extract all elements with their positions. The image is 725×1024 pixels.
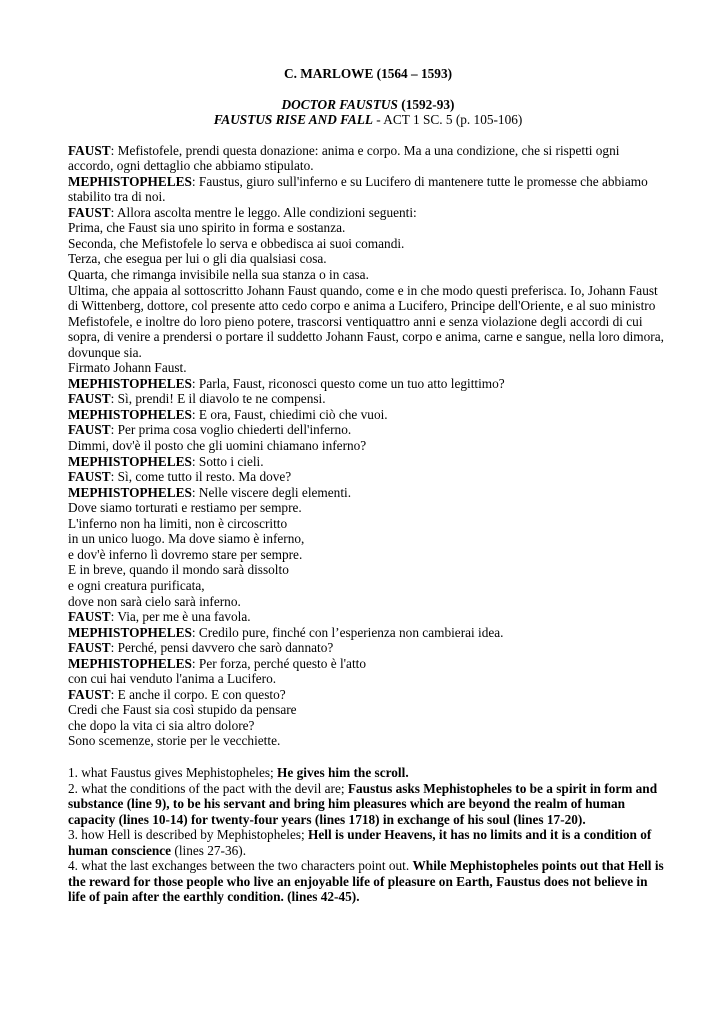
line-text: e dov'è inferno lì dovremo stare per sempre. (68, 546, 303, 562)
speaker: MEPHISTOPHELES (68, 624, 192, 640)
work-title: DOCTOR FAUSTUS (281, 96, 398, 112)
text-line (68, 283, 668, 361)
line-text: : Per forza, perché questo è l'atto (191, 655, 366, 671)
text-line (68, 220, 668, 236)
text-line (68, 485, 668, 501)
question-item (68, 858, 668, 905)
question-item (68, 827, 668, 858)
text-line (68, 516, 668, 532)
line-text: Ultima, che appaia al sottoscritto Johann Faust quando, come e in che modo questi preferisca. Io, Johann Faust di Wittenberg, dottore, col presente atto cedo corpo e anima a Lucifero, Principe dell'Oriente, e al suo ministro Mefistofele, e inoltre do loro pieno potere, trascorsi ventiquattro anni e senza violazione degli accordi di cui sopra, di venire a prendersi o portare il suddetto Johann Faust, corpo e anima, carne e sangue, nella loro dimora, dovunque sia. (68, 282, 664, 360)
text-line (68, 205, 668, 221)
line-text: : Sì, come tutto il resto. Ma dove? (110, 469, 292, 485)
text-line (68, 422, 668, 438)
question-answer: He gives him the scroll. (277, 764, 409, 780)
line-text: Credi che Faust sia così stupido da pensare (68, 702, 297, 718)
question-answer: Hell is under Heavens, it has no limits and it is a condition of human conscience (68, 827, 652, 858)
line-text: : Credilo pure, finché con l’esperienza non cambierai idea. (191, 624, 504, 640)
dialogue-text (68, 143, 668, 749)
line-text: e ogni creatura purificata, (68, 577, 205, 593)
work-years: (1592-93) (401, 96, 455, 112)
question-answer: Faustus asks Mephistopheles to be a spirit in form and substance (line 9), to be his servant and bring him pleasures which are beyond the realm of human capacity (lines 10-14) for twenty-four years (lines 1718) in exchange of his soul (lines 17-20). (68, 780, 658, 827)
section-title: FAUSTUS RISE AND FALL (213, 112, 373, 128)
text-line (68, 671, 668, 687)
text-line (68, 454, 668, 470)
speaker: MEPHISTOPHELES (68, 173, 192, 189)
text-line (68, 360, 668, 376)
line-text: Prima, che Faust sia uno spirito in forma e sostanza. (68, 220, 346, 236)
line-text: : Mefistofele, prendi questa donazione: anima e corpo. Ma a una condizione, che si rispetti ogni accordo, ogni dettaglio che abbiamo stipulato. (68, 142, 620, 174)
speaker: MEPHISTOPHELES (68, 375, 192, 391)
line-text: L'inferno non ha limiti, non è circoscritto (68, 515, 288, 531)
text-line (68, 687, 668, 703)
text-line (68, 656, 668, 672)
line-text: Dimmi, dov'è il posto che gli uomini chiamano inferno? (68, 438, 367, 454)
line-text: Sono scemenze, storie per le vecchiette. (68, 733, 281, 749)
text-line (68, 391, 668, 407)
text-line (68, 640, 668, 656)
speaker: FAUST (68, 640, 111, 656)
text-line (68, 718, 668, 734)
text-line (68, 562, 668, 578)
question-item (68, 781, 668, 828)
text-line (68, 407, 668, 423)
line-text: Firmato Johann Faust. (68, 360, 187, 376)
line-text: Dove siamo torturati e restiamo per sempre. (68, 500, 302, 516)
text-line (68, 594, 668, 610)
line-text: E in breve, quando il mondo sarà dissolto (68, 562, 289, 578)
line-text: : Sì, prendi! E il diavolo te ne compensi. (110, 391, 326, 407)
text-line (68, 625, 668, 641)
speaker: FAUST (68, 686, 111, 702)
speaker: MEPHISTOPHELES (68, 453, 192, 469)
speaker: FAUST (68, 609, 111, 625)
speaker: FAUST (68, 391, 111, 407)
line-text: : Nelle viscere degli elementi. (191, 484, 352, 500)
speaker: FAUST (68, 422, 111, 438)
line-text: : Via, per me è una favola. (110, 609, 251, 625)
text-line (68, 438, 668, 454)
text-line (68, 251, 668, 267)
speaker: MEPHISTOPHELES (68, 655, 192, 671)
line-text: Quarta, che rimanga invisibile nella sua stanza o in casa. (68, 267, 369, 283)
line-text: : Perché, pensi davvero che sarò dannato? (110, 640, 334, 656)
text-line (68, 578, 668, 594)
text-line (68, 531, 668, 547)
work-heading (68, 97, 668, 113)
line-text: : Parla, Faust, riconosci questo come un tuo atto legittimo? (191, 375, 505, 391)
question-prompt: 2. what the conditions of the pact with the devil are; (68, 780, 348, 796)
text-line (68, 500, 668, 516)
line-text: : Allora ascolta mentre le leggo. Alle condizioni seguenti: (110, 204, 417, 220)
line-text: : E anche il corpo. E con questo? (110, 686, 286, 702)
line-text: : Per prima cosa voglio chiederti dell'inferno. (110, 422, 352, 438)
page-title: C. MARLOWE (1564 – 1593) (283, 66, 453, 81)
question-prompt: 3. how Hell is described by Mephistopheles; (68, 827, 309, 843)
text-line (68, 143, 668, 174)
speaker: MEPHISTOPHELES (68, 406, 192, 422)
questions (68, 765, 668, 905)
speaker: MEPHISTOPHELES (68, 484, 192, 500)
text-line (68, 469, 668, 485)
line-text: che dopo la vita ci sia altro dolore? (68, 717, 255, 733)
text-line (68, 702, 668, 718)
text-line (68, 609, 668, 625)
line-text: Terza, che esegua per lui o gli dia qualsiasi cosa. (68, 251, 327, 267)
line-text: in un unico luogo. Ma dove siamo è inferno, (68, 531, 305, 547)
text-line (68, 174, 668, 205)
speaker: FAUST (68, 469, 111, 485)
speaker: FAUST (68, 204, 111, 220)
line-text: Seconda, che Mefistofele lo serva e obbedisca ai suoi comandi. (68, 235, 405, 251)
text-line (68, 733, 668, 749)
line-text: : Sotto i cieli. (191, 453, 264, 469)
line-text: con cui hai venduto l'anima a Lucifero. (68, 671, 277, 687)
question-answer: While Mephistopheles points out that Hell is the reward for those people who live an enjoyable life of pleasure on Earth, Faustus does not believe in life of pain after the earthly condition. (lines 42-45). (68, 858, 664, 905)
section-ref: - ACT 1 SC. 5 (p. 105-106) (376, 112, 523, 128)
question-item (68, 765, 668, 781)
line-text: dove non sarà cielo sarà inferno. (68, 593, 241, 609)
question-prompt: 4. what the last exchanges between the two characters point out. (68, 858, 413, 874)
text-line (68, 547, 668, 563)
section-heading (68, 112, 668, 128)
speaker: FAUST (68, 142, 111, 158)
document-page (68, 66, 668, 905)
line-text: : Faustus, giuro sull'inferno e su Lucifero di mantenere tutte le promesse che abbiamo stabilito tra di noi. (68, 173, 648, 205)
line-text: : E ora, Faust, chiedimi ciò che vuoi. (191, 406, 388, 422)
question-tail: (lines 27-36). (171, 842, 247, 858)
text-line (68, 376, 668, 392)
question-prompt: 1. what Faustus gives Mephistopheles; (68, 764, 278, 780)
text-line (68, 267, 668, 283)
text-line (68, 236, 668, 252)
